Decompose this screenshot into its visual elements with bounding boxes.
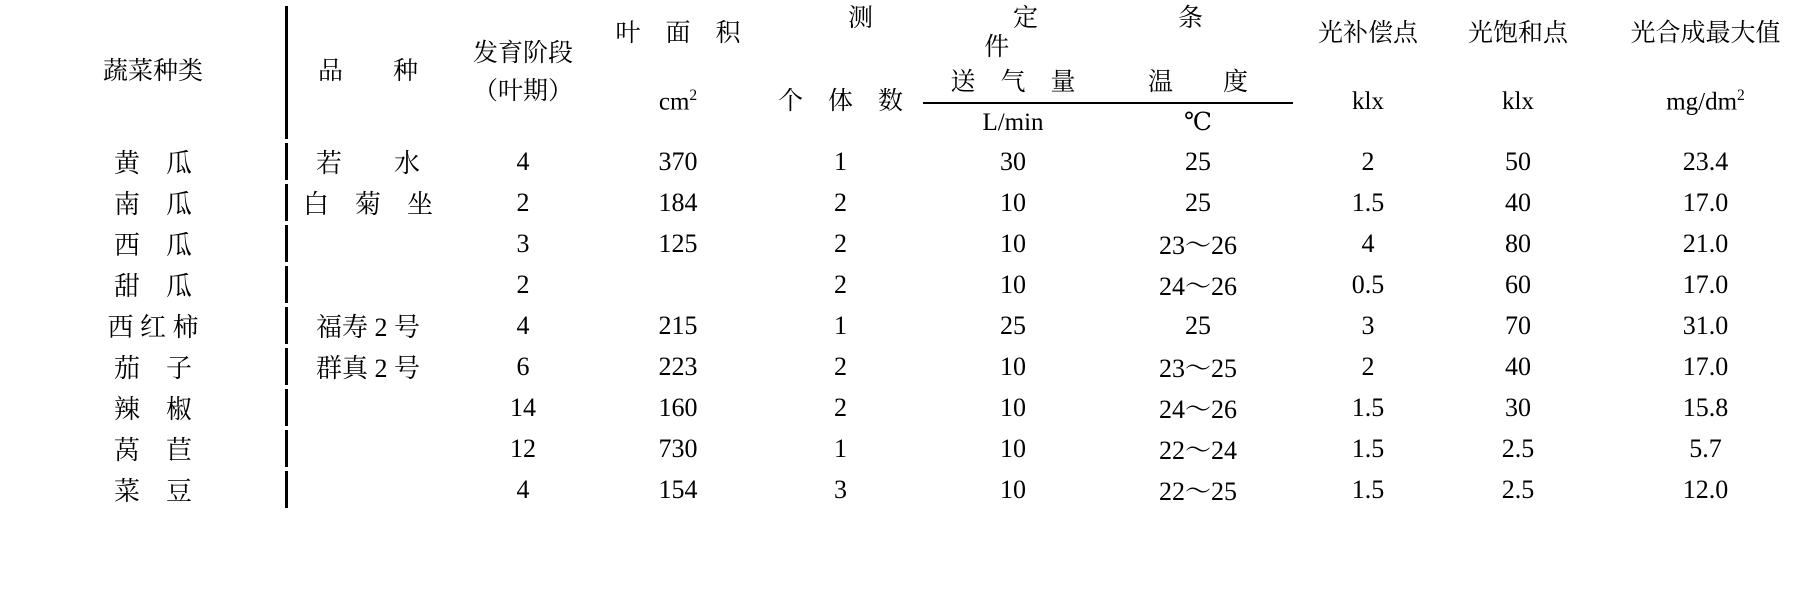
cell-air-flow: 10 xyxy=(1000,433,1026,463)
cell-stage: 4 xyxy=(516,474,530,504)
cell-air-flow: 10 xyxy=(1000,187,1026,217)
cell-max-photo: 23.4 xyxy=(1682,146,1729,176)
cell-air-flow: 25 xyxy=(1000,310,1026,340)
cell-saturation: 40 xyxy=(1505,187,1531,217)
cell-vegetable: 黄 瓜 xyxy=(113,149,192,178)
cell-leaf-area: 184 xyxy=(658,187,698,217)
cell-saturation: 80 xyxy=(1505,228,1531,258)
table-row xyxy=(18,428,1818,469)
cell-max-photo: 15.8 xyxy=(1682,392,1729,422)
cell-air-flow: 10 xyxy=(1000,392,1026,422)
header-light-compensation-unit: klx xyxy=(1352,88,1384,116)
cell-saturation: 40 xyxy=(1505,351,1531,381)
cell-variety: 群真 2 号 xyxy=(288,346,448,387)
cell-stage: 6 xyxy=(516,351,530,381)
cell-temperature: 22～25 xyxy=(1158,477,1237,506)
cell-saturation: 2.5 xyxy=(1501,474,1535,504)
cell-stage: 4 xyxy=(516,146,530,176)
header-max-photosynthesis-title: 光合成最大值 xyxy=(1630,19,1781,47)
cell-air-flow: 10 xyxy=(1000,474,1026,504)
cell-count: 3 xyxy=(834,474,847,504)
table-body xyxy=(18,141,1818,510)
cell-stage: 4 xyxy=(516,310,530,340)
cell-count: 1 xyxy=(834,146,847,176)
cell-compensation: 1.5 xyxy=(1351,392,1385,422)
cell-max-photo: 31.0 xyxy=(1682,310,1729,340)
table-header xyxy=(18,4,1818,141)
cell-count: 2 xyxy=(834,269,847,299)
cell-vegetable: 菜 豆 xyxy=(113,477,192,506)
cell-max-photo: 21.0 xyxy=(1682,228,1729,258)
cell-temperature: 25 xyxy=(1185,146,1211,176)
cell-count: 2 xyxy=(834,351,847,381)
header-measurement-conditions-label: 测 定 条 件 xyxy=(847,5,1344,61)
header-air-flow xyxy=(923,64,1103,141)
cell-leaf-area: 160 xyxy=(658,392,698,422)
header-light-saturation-title: 光饱和点 xyxy=(1467,19,1568,47)
cell-variety xyxy=(288,223,448,264)
cell-leaf-area: 730 xyxy=(658,433,698,463)
cell-leaf-area: 223 xyxy=(658,351,698,381)
header-growth-stage-line2: （叶期） xyxy=(472,77,573,105)
cell-air-flow: 10 xyxy=(1000,228,1026,258)
cell-count: 1 xyxy=(834,433,847,463)
cell-max-photo: 5.7 xyxy=(1689,433,1722,463)
cell-compensation: 2 xyxy=(1361,351,1375,381)
header-variety: 品 种 xyxy=(288,4,448,141)
header-individual-count: 个 体 数 xyxy=(777,88,903,116)
cell-compensation: 1.5 xyxy=(1351,474,1385,504)
cell-variety xyxy=(288,264,448,305)
cell-compensation: 3 xyxy=(1361,310,1375,340)
cell-variety xyxy=(288,469,448,510)
header-row-top xyxy=(18,4,1818,64)
table-row xyxy=(18,141,1818,182)
cell-temperature: 22～24 xyxy=(1158,436,1237,465)
cell-compensation: 1.5 xyxy=(1351,187,1385,217)
cell-temperature: 23～26 xyxy=(1158,231,1237,260)
cell-count: 2 xyxy=(834,228,847,258)
cell-count: 2 xyxy=(834,392,847,422)
cell-temperature: 23～25 xyxy=(1158,354,1237,383)
header-leaf-area-title: 叶 面 积 xyxy=(615,19,741,47)
cell-compensation: 0.5 xyxy=(1351,269,1385,299)
cell-vegetable: 甜 瓜 xyxy=(113,272,192,301)
cell-count: 1 xyxy=(834,310,847,340)
header-max-photosynthesis-unit: $mg/dm^2$ xyxy=(1666,87,1745,116)
cell-vegetable: 南 瓜 xyxy=(113,190,192,219)
cell-air-flow: 30 xyxy=(1000,146,1026,176)
header-growth-stage xyxy=(448,4,598,141)
table-row xyxy=(18,469,1818,510)
header-temperature xyxy=(1103,64,1293,141)
cell-leaf-area: 154 xyxy=(658,474,698,504)
cell-variety: 若 水 xyxy=(288,141,448,182)
cell-vegetable: 莴 苣 xyxy=(113,436,192,465)
header-light-compensation-title: 光补偿点 xyxy=(1317,19,1418,47)
header-measurement-conditions xyxy=(758,4,1344,64)
cell-stage: 2 xyxy=(516,269,530,299)
cell-saturation: 30 xyxy=(1505,392,1531,422)
header-air-flow-unit: L/min xyxy=(982,108,1044,136)
cell-vegetable: 西 红 柿 xyxy=(107,313,199,342)
cell-max-photo: 17.0 xyxy=(1682,187,1729,217)
cell-max-photo: 12.0 xyxy=(1682,474,1729,504)
cell-temperature: 25 xyxy=(1185,310,1211,340)
cell-stage: 12 xyxy=(510,433,536,463)
header-leaf-area-unit: $cm^2$ xyxy=(658,87,698,116)
table-row xyxy=(18,346,1818,387)
cell-saturation: 50 xyxy=(1505,146,1531,176)
cell-variety xyxy=(288,387,448,428)
cell-stage: 14 xyxy=(510,392,536,422)
header-temperature-unit: ℃ xyxy=(1184,108,1212,136)
cell-air-flow: 10 xyxy=(1000,351,1026,381)
cell-variety: 白 菊 坐 xyxy=(288,182,448,223)
cell-saturation: 70 xyxy=(1505,310,1531,340)
cell-stage: 3 xyxy=(516,228,530,258)
header-air-flow-label: 送 气 量 xyxy=(923,64,1103,104)
cell-leaf-area: 125 xyxy=(658,228,698,258)
table-row xyxy=(18,387,1818,428)
cell-stage: 2 xyxy=(516,187,530,217)
cell-leaf-area: 215 xyxy=(658,310,698,340)
cell-temperature: 24～26 xyxy=(1158,272,1237,301)
cell-leaf-area: 370 xyxy=(658,146,698,176)
cell-leaf-area xyxy=(598,264,758,305)
cell-max-photo: 17.0 xyxy=(1682,351,1729,381)
cell-vegetable: 西 瓜 xyxy=(113,231,192,260)
cell-temperature: 24～26 xyxy=(1158,395,1237,424)
cell-saturation: 60 xyxy=(1505,269,1531,299)
cell-compensation: 2 xyxy=(1361,146,1375,176)
cell-air-flow: 10 xyxy=(1000,269,1026,299)
cell-temperature: 25 xyxy=(1185,187,1211,217)
table-row xyxy=(18,305,1818,346)
cell-saturation: 2.5 xyxy=(1501,433,1535,463)
table-row xyxy=(18,223,1818,264)
cell-vegetable: 辣 椒 xyxy=(113,395,192,424)
table-row xyxy=(18,264,1818,305)
table-row xyxy=(18,182,1818,223)
header-light-saturation-unit: klx xyxy=(1502,88,1534,116)
header-vegetable-type: 蔬菜种类 xyxy=(102,58,203,86)
cell-compensation: 1.5 xyxy=(1351,433,1385,463)
cell-count: 2 xyxy=(834,187,847,217)
vegetable-photosynthesis-table xyxy=(18,4,1818,510)
header-temperature-label: 温 度 xyxy=(1103,64,1293,104)
cell-vegetable: 茄 子 xyxy=(113,354,192,383)
cell-variety: 福寿 2 号 xyxy=(288,305,448,346)
header-growth-stage-line1: 发育阶段 xyxy=(472,40,573,67)
cell-compensation: 4 xyxy=(1361,228,1375,258)
cell-variety xyxy=(288,428,448,469)
cell-max-photo: 17.0 xyxy=(1682,269,1729,299)
